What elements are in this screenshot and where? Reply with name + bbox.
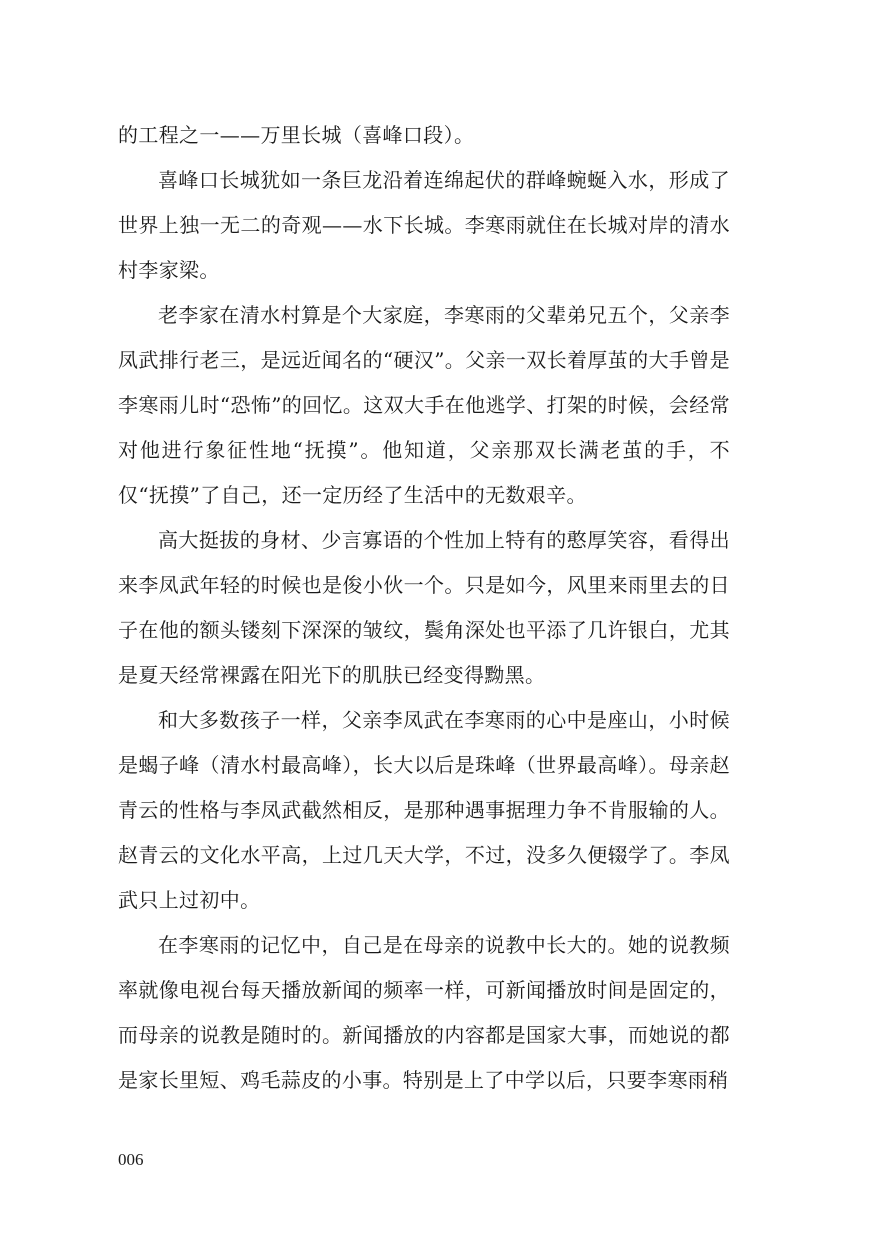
paragraph-3: 老李家在清水村算是个大家庭，李寒雨的父辈弟兄五个，父亲李凤武排行老三，是远近闻名的“硬汉”。父亲一双长着厚茧的大手曾是李寒雨儿时“恐怖”的回忆。这双大手在他逃学、打架的时候，会经常对他进行象征性地“抚摸”。他知道，父亲那双长满老茧的手，不仅“抚摸”了自己，还一定历经了生活中的无数艰辛。 (118, 303, 730, 507)
paragraph-4: 高大挺拔的身材、少言寡语的个性加上特有的憨厚笑容，看得出来李凤武年轻的时候也是俊小伙一个。只是如今，风里来雨里去的日子在他的额头镂刻下深深的皱纹，鬓角深处也平添了几许银白，尤其是夏天经常裸露在阳光下的肌肤已经变得黝黑。 (118, 528, 730, 687)
paragraph-2: 喜峰口长城犹如一条巨龙沿着连绵起伏的群峰蜿蜒入水，形成了世界上独一无二的奇观——水下长城。李寒雨就住在长城对岸的清水村李家梁。 (118, 168, 730, 282)
paragraph-5: 和大多数孩子一样，父亲李凤武在李寒雨的心中是座山，小时候是蝎子峰（清水村最高峰），长大以后是珠峰（世界最高峰）。母亲赵青云的性格与李凤武截然相反，是那种遇事据理力争不肯服输的人。赵青云的文化水平高，上过几天大学，不过，没多久便辍学了。李凤武只上过初中。 (118, 708, 730, 912)
page-body (118, 113, 730, 1103)
paragraph-6: 在李寒雨的记忆中，自己是在母亲的说教中长大的。她的说教频率就像电视台每天播放新闻的频率一样，可新闻播放时间是固定的，而母亲的说教是随时的。新闻播放的内容都是国家大事，而她说的都是家长里短、鸡毛蒜皮的小事。特别是上了中学以后，只要李寒雨稍 (118, 933, 730, 1092)
paragraph-1: 的工程之一——万里长城（喜峰口段）。 (118, 123, 475, 147)
page-number: 006 (118, 1150, 144, 1169)
